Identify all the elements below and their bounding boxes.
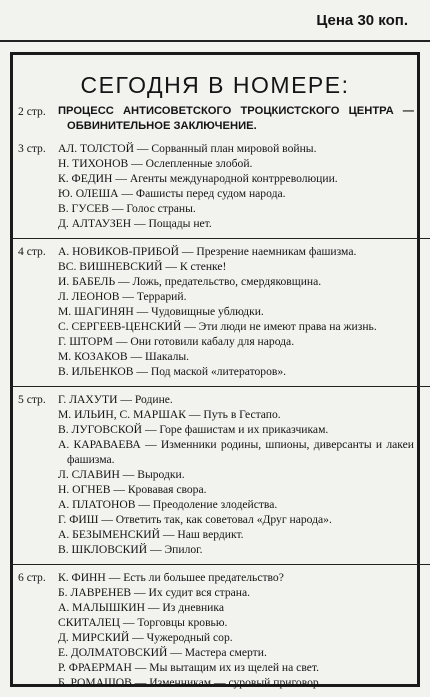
article-entry: Г. ФИШ — Ответить так, как советовал «Друг народа».	[58, 513, 332, 526]
article-entry: А. ПЛАТОНОВ — Преодоление злодейства.	[58, 498, 278, 511]
article-entry: Д. АЛТАУЗЕН — Пощады нет.	[58, 217, 212, 230]
article-entry: А. КАРАВАЕВА — Изменники родины, шпионы, диверсанты и лакеи фашизма.	[58, 438, 414, 466]
article-entry: В. ГУСЕВ — Голос страны.	[58, 202, 196, 215]
article-entry: К. ФИНН — Есть ли большее предательство?	[58, 571, 284, 584]
article-entry: Н. ТИХОНОВ — Ослепленные злобой.	[58, 157, 253, 170]
article-entry: Г. ЛАХУТИ — Родине.	[58, 393, 173, 406]
article-entry: Ю. ОЛЕША — Фашисты перед судом народа.	[58, 187, 286, 200]
page-number: 6 стр.	[18, 571, 46, 584]
article-entry: М. ИЛЬИН, С. МАРШАК — Путь в Гестапо.	[58, 408, 281, 421]
section-entries	[58, 244, 414, 379]
page-number: 4 стр.	[18, 245, 46, 258]
section-entries	[58, 570, 414, 690]
article-entry: Н. ОГНЕВ — Кровавая свора.	[58, 483, 207, 496]
article-entry: К. ФЕДИН — Агенты международной контрреволюции.	[58, 172, 338, 185]
article-entry: ВС. ВИШНЕВСКИЙ — К стенке!	[58, 260, 227, 273]
section-entries	[58, 141, 414, 231]
article-entry: Р. ФРАЕРМАН — Мы вытащим их из щелей на свет.	[58, 661, 319, 674]
article-entry: ПРОЦЕСС АНТИСОВЕТСКОГО ТРОЦКИСТСКОГО ЦЕНТРА — ОБВИНИТЕЛЬНОЕ ЗАКЛЮЧЕНИЕ.	[58, 105, 414, 132]
article-entry: В. ИЛЬЕНКОВ — Под маской «литераторов».	[58, 365, 287, 378]
article-entry: В. ШКЛОВСКИЙ — Эпилог.	[58, 543, 203, 556]
section-entries	[58, 104, 414, 134]
page-number: 2 стр.	[18, 105, 46, 118]
page-number: 5 стр.	[18, 393, 46, 406]
article-entry: И. БАБЕЛЬ — Ложь, предательство, смердяковщина.	[58, 275, 322, 288]
article-entry: АЛ. ТОЛСТОЙ — Сорванный план мировой войны.	[58, 142, 317, 155]
article-entry: Л. ЛЕОНОВ — Террарий.	[58, 290, 187, 303]
article-entry: Б. ЛАВРЕНЕВ — Их судит вся страна.	[58, 586, 251, 599]
article-entry: М. ШАГИНЯН — Чудовищные ублюдки.	[58, 305, 264, 318]
article-entry: М. КОЗАКОВ — Шакалы.	[58, 350, 190, 363]
article-entry: Л. СЛАВИН — Выродки.	[58, 468, 185, 481]
price-label: Цена 30 коп.	[316, 12, 408, 29]
page-title: СЕГОДНЯ В НОМЕРЕ:	[80, 72, 350, 98]
page-section	[18, 104, 414, 134]
section-divider	[10, 238, 430, 239]
section-entries	[58, 392, 414, 557]
article-entry: А. НОВИКОВ-ПРИБОЙ — Презрение наемникам фашизма.	[58, 245, 357, 258]
page-number: 3 стр.	[18, 142, 46, 155]
article-entry: Б. РОМАШОВ — Изменникам — суровый приговор.	[58, 676, 322, 689]
article-entry: Е. ДОЛМАТОВСКИЙ — Мастера смерти.	[58, 646, 267, 659]
article-entry: А. МАЛЫШКИН — Из дневника	[58, 601, 224, 614]
section-divider	[10, 564, 430, 565]
article-entry: СКИТАЛЕЦ — Торговцы кровью.	[58, 616, 228, 629]
article-entry: В. ЛУГОВСКОЙ — Горе фашистам и их приказчикам.	[58, 423, 329, 436]
page-section	[18, 244, 414, 379]
article-entry: Д. МИРСКИЙ — Чужеродный сор.	[58, 631, 233, 644]
article-entry: Г. ШТОРМ — Они готовили кабалу для народа.	[58, 335, 295, 348]
header-rule	[0, 40, 430, 42]
page-section	[18, 570, 414, 690]
page-section	[18, 141, 414, 231]
article-entry: А. БЕЗЫМЕНСКИЙ — Наш вердикт.	[58, 528, 244, 541]
section-divider	[10, 386, 430, 387]
contents-list	[18, 104, 414, 697]
page-section	[18, 392, 414, 557]
article-entry: С. СЕРГЕЕВ-ЦЕНСКИЙ — Эти люди не имеют права на жизнь.	[58, 320, 377, 333]
